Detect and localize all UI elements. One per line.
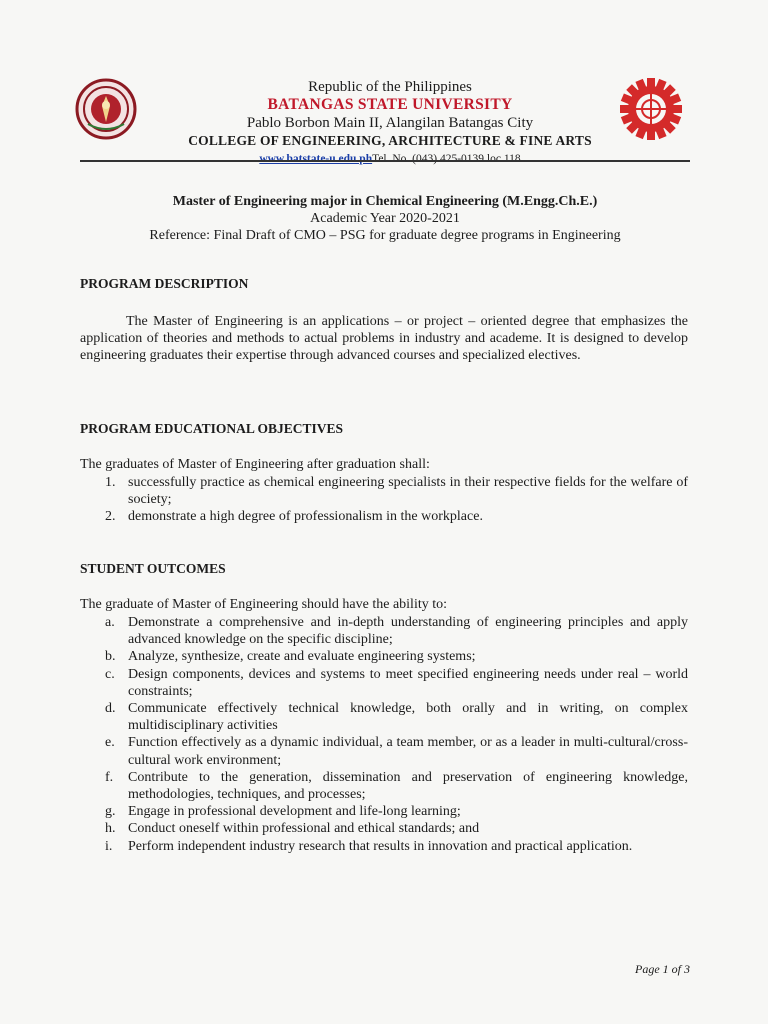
reference-line: Reference: Final Draft of CMO – PSG for graduate degree programs in Engineering — [149, 228, 621, 243]
item-text: Perform independent industry research that results in innovation and practical application. — [128, 838, 633, 854]
objectives-list — [80, 474, 688, 526]
program-description-heading: PROGRAM DESCRIPTION — [80, 276, 249, 291]
website-link[interactable]: www.batstate-u.edu.ph — [259, 153, 373, 165]
item-marker: 1. — [105, 475, 116, 490]
telephone: Tel. No. (043) 425-0139 loc 118 — [372, 153, 521, 165]
letterhead — [0, 0, 768, 170]
item-text: Contribute to the generation, dissemination and preservation of engineering knowledge, methodologies, techniques, and processes; — [128, 769, 688, 803]
university-address: Pablo Borbon Main II, Alangilan Batangas City — [246, 115, 534, 131]
item-text: successfully practice as chemical engineering specialists in their respective fields for the welfare of society; — [128, 475, 688, 508]
list-item — [80, 614, 688, 648]
item-marker: c. — [105, 666, 115, 682]
page-number: Page 1 of 3 — [635, 962, 690, 976]
outcomes-list — [80, 614, 688, 855]
list-item — [80, 838, 688, 855]
contact-line — [150, 150, 630, 168]
item-marker: h. — [105, 821, 116, 837]
item-text: Demonstrate a comprehensive and in-depth understanding of engineering principles and apply advanced knowledge on the specific discipline; — [128, 615, 688, 648]
item-marker: g. — [105, 804, 116, 820]
list-item — [80, 820, 688, 837]
student-outcomes-heading: STUDENT OUTCOMES — [80, 561, 226, 576]
academic-year: Academic Year 2020-2021 — [310, 211, 460, 226]
item-text: Conduct oneself within professional and ethical standards; and — [128, 821, 480, 837]
letterhead-text — [150, 78, 630, 168]
list-item — [80, 474, 688, 508]
item-marker: 2. — [105, 509, 116, 525]
item-marker: a. — [105, 615, 115, 630]
list-item — [80, 734, 688, 768]
header-divider — [80, 160, 690, 162]
item-marker: d. — [105, 701, 116, 717]
university-name: BATANGAS STATE UNIVERSITY — [267, 96, 513, 113]
list-item — [80, 700, 688, 734]
item-text: Communicate effectively technical knowledge, both orally and in writing, on complex multidisciplinary activities — [128, 701, 688, 734]
university-seal-icon — [72, 78, 140, 140]
outcomes-intro: The graduate of Master of Engineering should have the ability to: — [80, 597, 448, 612]
list-item — [80, 769, 688, 803]
objectives-heading: PROGRAM EDUCATIONAL OBJECTIVES — [80, 421, 344, 436]
list-item — [80, 648, 688, 665]
item-text: Engage in professional development and life-long learning; — [128, 804, 461, 820]
item-text: Analyze, synthesize, create and evaluate engineering systems; — [128, 649, 476, 665]
item-text: demonstrate a high degree of professionalism in the workplace. — [128, 509, 483, 525]
list-item — [80, 508, 688, 525]
program-title-block — [80, 193, 690, 244]
item-marker: f. — [105, 769, 114, 785]
country-line: Republic of the Philippines — [308, 79, 472, 95]
item-marker: b. — [105, 649, 116, 665]
program-title: Master of Engineering major in Chemical Engineering (M.Engg.Ch.E.) — [172, 194, 598, 209]
objectives-intro: The graduates of Master of Engineering after graduation shall: — [80, 457, 430, 472]
college-name: COLLEGE OF ENGINEERING, ARCHITECTURE & FINE ARTS — [188, 133, 592, 148]
engineering-gear-icon — [614, 78, 688, 140]
list-item — [80, 666, 688, 700]
item-text: Function effectively as a dynamic individual, a team member, or as a leader in multi-cultural/cross-cultural work environment; — [128, 735, 688, 768]
program-description-text — [80, 313, 688, 365]
item-text: Design components, devices and systems to meet specified engineering needs under real – world constraints; — [128, 666, 688, 699]
item-marker: i. — [105, 838, 113, 854]
list-item — [80, 803, 688, 820]
item-marker: e. — [105, 735, 115, 751]
program-description-body: The Master of Engineering is an applications – or project – oriented degree that emphasizes the application of theories and methods to actual problems in industry and academe. It is designed to develop engineering graduates their expertise through advanced courses and specialized electives. — [80, 314, 688, 364]
